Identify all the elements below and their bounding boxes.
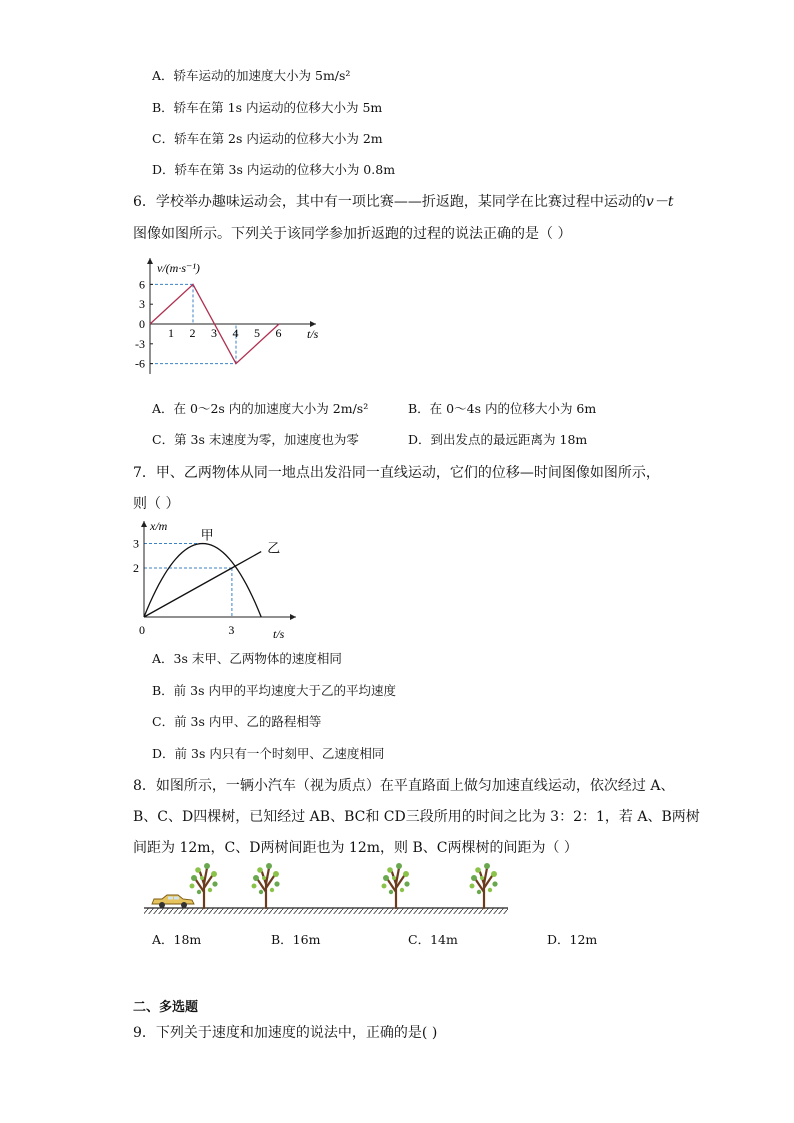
q6-option-a: A．在 0～2s 内的加速度大小为 2m/s² (152, 401, 369, 416)
y-tick-label: 0 (139, 317, 145, 331)
q8-road-figure (142, 862, 512, 918)
x-axis-label: t/s (307, 327, 319, 341)
tree-c-icon (382, 863, 410, 908)
q7-option-c: C．前 3s 内甲、乙的路程相等 (152, 714, 322, 729)
series-line-2 (144, 552, 261, 617)
x-tick-label: 0 (139, 623, 145, 637)
y-tick-label: 6 (139, 277, 145, 292)
x-tick-label: 3 (211, 326, 217, 340)
x-tick-label: 5 (254, 326, 260, 340)
q8-option-d: D．12m (547, 932, 598, 947)
q7-xt-chart (130, 517, 300, 645)
q6-option-c: C．第 3s 末速度为零，加速度也为零 (152, 432, 359, 447)
y-tick-label: 3 (133, 536, 139, 551)
q8-option-a: A．18m (152, 932, 202, 947)
q6-vt-label: v－t (645, 194, 674, 210)
road-hatch (144, 908, 508, 914)
q8-stem-line3: 间距为 12m，C、D两树间距也为 12m，则 B、C两棵树的间距为（ ） (133, 840, 578, 856)
x-tick-label: 3 (228, 623, 235, 637)
q6-stem-line2: 图像如图所示。下列关于该同学参加折返跑的过程的说法正确的是（ ） (133, 226, 572, 242)
q6-stem-text: 6．学校举办趣味运动会，其中有一项比赛——折返跑，某同学在比赛过程中运动的 (133, 194, 646, 210)
q7-stem-line1: 7．甲、乙两物体从同一地点出发沿同一直线运动，它们的位移—时间图像如图所示， (133, 465, 660, 481)
q5-option-d: D．轿车在第 3s 内运动的位移大小为 0.8m (152, 162, 396, 177)
q7-option-a: A．3s 末甲、乙两物体的速度相同 (152, 651, 342, 666)
y-tick-label: -6 (135, 356, 145, 371)
q5-option-b: B．轿车在第 1s 内运动的位移大小为 5m (152, 100, 383, 115)
x-axis-label: t/s (273, 627, 285, 641)
q6-option-b: B．在 0～4s 内的位移大小为 6m (408, 401, 597, 416)
q5-option-c: C．轿车在第 2s 内运动的位移大小为 2m (152, 131, 383, 146)
q6-vt-chart (130, 252, 330, 377)
y-tick-label: 3 (139, 297, 145, 312)
tree-d-icon (470, 863, 498, 908)
x-tick-label: 4 (232, 326, 239, 340)
x-tick-label: 6 (275, 326, 282, 340)
series-line-1 (144, 544, 261, 618)
q5-option-a: A．轿车运动的加速度大小为 5m/s² (152, 68, 351, 83)
tree-b-icon (252, 863, 280, 908)
q8-stem-line2: B、C、D四棵树，已知经过 AB、BC和 CD三段所用的时间之比为 3：2：1，若 A、B两树 (133, 809, 700, 825)
q7-option-b: B．前 3s 内甲的平均速度大于乙的平均速度 (152, 683, 397, 698)
x-tick-label: 1 (168, 326, 174, 340)
y-tick-label: -3 (135, 336, 145, 351)
q6-option-d: D．到出发点的最远距离为 18m (408, 432, 588, 447)
section-title: 二、多选题 (133, 1000, 199, 1015)
q7-option-d: D．前 3s 内只有一个时刻甲、乙速度相同 (152, 746, 385, 761)
y-tick-label: 2 (133, 561, 139, 575)
car-icon (152, 895, 194, 908)
y-axis-label: x/m (150, 519, 168, 533)
x-tick-label: 2 (189, 326, 196, 340)
q8-option-c: C．14m (408, 932, 458, 947)
q7-stem-line2: 则（ ） (133, 496, 180, 512)
series-label: 乙 (267, 540, 281, 556)
q8-option-b: B．16m (271, 932, 321, 947)
q6-stem-line1 (133, 193, 673, 211)
tree-a-icon (190, 863, 218, 908)
q9-stem: 9．下列关于速度和加速度的说法中，正确的是( ) (133, 1025, 438, 1041)
series-label: 甲 (200, 527, 214, 543)
y-axis-label: v/(m·s⁻¹) (157, 261, 200, 275)
q8-stem-line1: 8．如图所示，一辆小汽车（视为质点）在平直路面上做匀加速直线运动，依次经过 A、 (133, 778, 675, 794)
